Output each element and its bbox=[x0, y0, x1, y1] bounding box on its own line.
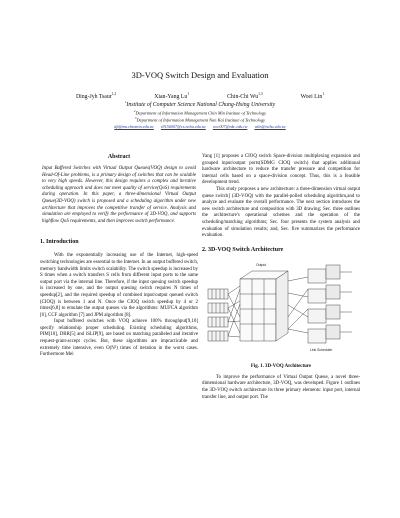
architecture-figure bbox=[206, 259, 356, 354]
email-link[interactable]: djt@ms.chinmin.edu.tw bbox=[114, 124, 154, 129]
right-column bbox=[202, 154, 360, 401]
left-column bbox=[40, 152, 198, 359]
affiliation: $^1$Institute of Computer Science National Chung-Hsing University bbox=[124, 100, 276, 108]
abstract-text: Input Buffered Switches with Virtual Output Queues(VOQ) design to avoid Head-Of-Line problems, is a primary design of switches that can be scalable to very high speeds. However, this design requires a complex and iterative scheduling approach and does not meet quality of service(QoS) requirements during operation. In this paper, a three-dimensional Virtual Output Queue(3D-VOQ) switch is proposed and a scheduling algorithm under new architecture that improves the competitive transfer of service. Analysis and simulation are employed to verify the performance of 3D-VOQ, and supports highflow QoS requirements, and then improves switch performance. bbox=[42, 166, 196, 224]
architecture-diagram bbox=[206, 259, 356, 354]
figure-label: Link Scheduler bbox=[310, 347, 333, 352]
email-list bbox=[0, 124, 400, 129]
paragraph: Yang [1] proposes a CIOQ switch Space-division multiplexing expansion and grouped input/output ports(SDMG CIOQ switch) that applies additional hardware architecture to reduce the transfer pressure and competition for internal cells based on a space-division concept. Thus, this is a feasible development trend. bbox=[202, 154, 360, 186]
paper-title: 3D-VOQ Switch Design and Evaluation bbox=[131, 70, 269, 80]
affiliation: $^2$Department of Information Management Chin Min Institute of Technology bbox=[133, 109, 267, 116]
email-link[interactable]: wlin@nchu.edu.tw bbox=[254, 124, 286, 129]
section-heading-architecture: 2. 3D-VOQ Switch Architecture bbox=[202, 246, 284, 253]
author: Xian-Yang Lu$^1$ bbox=[154, 92, 190, 100]
paragraph: This study proposes a new architecture: a three-dimension virtual output queue switch] (3D-VOQ) with the parallel-polled scheduling algorithm,and to analyze and evaluate the overall performance. The next section introduces the new switch architecture and composition with 3D drawing; Sec. three outlines the architecture's operational schemes and the operation of the scheduling/matching algorithms; Sec. four presents the system analysis and evaluation of simulation results; and, Sec. five summarizes the performance evaluation. bbox=[202, 186, 360, 239]
output-port-stack bbox=[308, 265, 352, 343]
figure-caption: Fig. 1. 3D-VOQ Architecture bbox=[250, 363, 312, 369]
author-list bbox=[0, 92, 400, 100]
abstract-heading: Abstract bbox=[107, 154, 131, 160]
author: Woei Lin$^1$ bbox=[300, 92, 325, 100]
email-link[interactable]: wcc007@nkc.edu.tw bbox=[212, 124, 248, 129]
paragraph: To improve the performance of Virtual Output Queue, a novel three-dimensional hardware architecture, 3D-VOQ, was developed. Figure 1 outlines the 3D-VOQ switch architecture its three primary elements: input port, internal transfer line, and output port. The bbox=[202, 374, 360, 400]
affiliation: $^3$Department of Information Management Nan Kai Institute of Technology bbox=[134, 116, 266, 123]
section-heading-introduction: 1. Introduction bbox=[40, 239, 79, 246]
figure-label: Output bbox=[256, 262, 267, 267]
input-port-stack bbox=[208, 289, 228, 341]
author: Chin-Chi Wu$^{1,3}$ bbox=[227, 92, 263, 100]
author: Ding-Jyh Tsaur$^{1,2}$ bbox=[75, 92, 117, 100]
paragraph: With the exponentially increasing use of the Internet, high-speed switching technologies are essential to the Internet. In an output buffered switch, memory bandwidth limits switch scalability. The switch speedup is increased by S times when a switch transfers S cells from different input ports to the same output port via the internal line. Therefore, if the input queuing switch speedup is increased by one, and the output queuing switch requires N times of speedup[2], and the required speedup of combined input/output queued switch (CIOQ) is between 1 and N. Once the CIOQ switch speedup by 4 or 2 times[6,8] to emulate the output queues via the algorithms: MUFCA algorithm [6], CCF algorithm [7] and JPM algorithm [8]. bbox=[40, 253, 198, 318]
email-link[interactable]: s9156007@cs.nchu.edu.tw bbox=[160, 124, 206, 129]
switch-fabric bbox=[240, 271, 288, 341]
paragraph: Input buffered switches with VOQ achieve 100% throughput[9,10] specify relationship proper scheduling. Existing scheduling algorithms, PIM[10], DRR[5] and iSLIP[9], are based on matching paralleled and iterative request-grant-accept cycles. But, these algorithms are impracticable and extremely time intensive, even O(N²) times of iteration in the worst cases. Furthermore Mei bbox=[40, 319, 198, 358]
